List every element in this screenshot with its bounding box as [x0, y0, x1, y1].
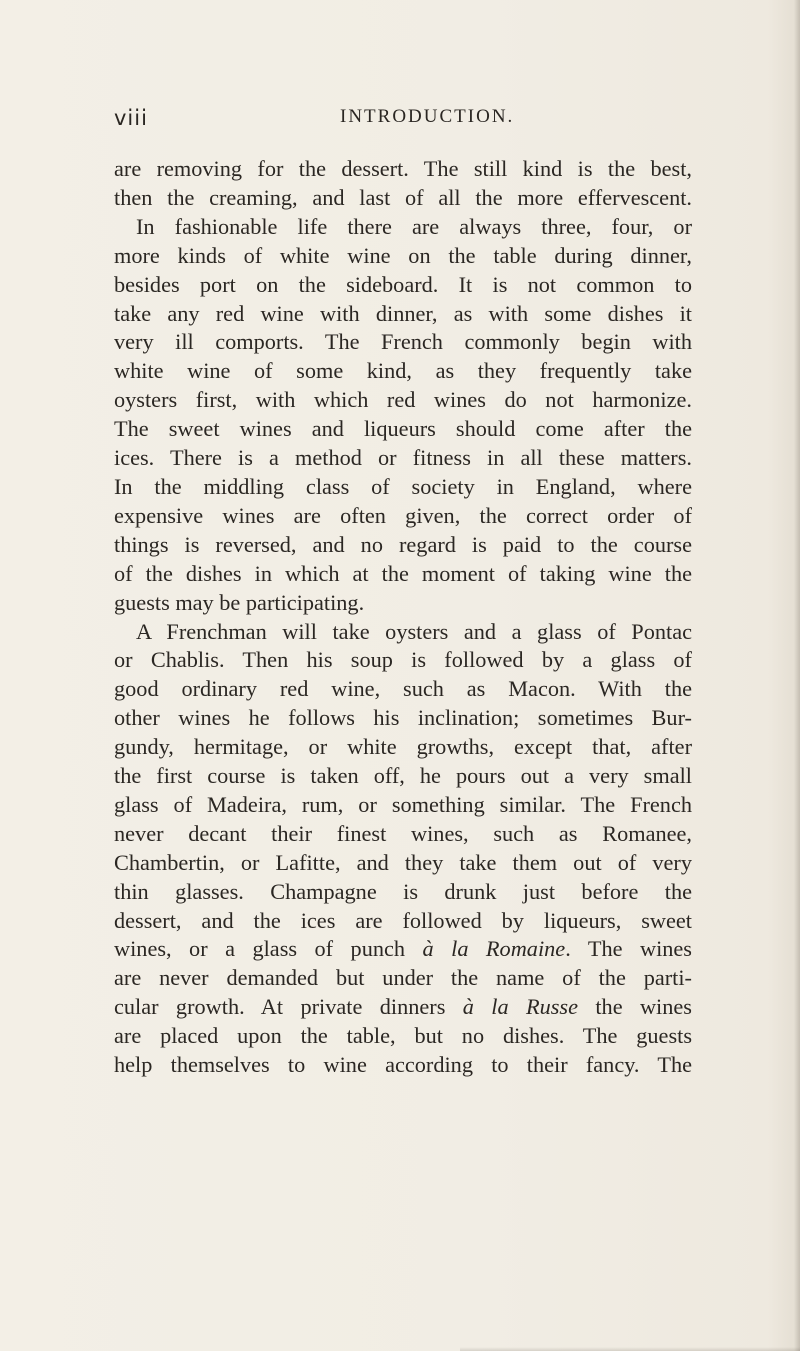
body-text [114, 155, 692, 1080]
text-line: Chambertin, or Lafitte, and they take them out of very [114, 849, 692, 875]
text-line: good ordinary red wine, such as Macon. With the [114, 676, 692, 702]
text-line: ices. There is a method or fitness in all these matters. [114, 445, 692, 471]
text-line: are removing for the dessert. The still kind is the best, [114, 156, 692, 181]
text-line: guests may be participating. [114, 589, 365, 615]
text-line: In the middling class of society in England, where [114, 473, 692, 499]
text-line: the first course is taken off, he pours out a very small [114, 763, 692, 789]
text-line: cular growth. At private dinners à la Russe the wines [114, 994, 692, 1020]
text-line: are placed upon the table, but no dishes. The guests [114, 1023, 692, 1049]
text-line: are never demanded but under the name of the parti- [114, 965, 692, 991]
running-head: INTRODUCTION. [340, 106, 515, 127]
text-line: or Chablis. Then his soup is followed by a glass of [114, 647, 692, 673]
page-header [114, 106, 694, 136]
text-line: glass of Madeira, rum, or something similar. The French [114, 791, 692, 817]
text-line: thin glasses. Champagne is drunk just before the [114, 878, 692, 904]
text-line: help themselves to wine according to their fancy. The [114, 1052, 692, 1078]
text-line: other wines he follows his inclination; sometimes Bur- [114, 705, 692, 731]
text-line: expensive wines are often given, the correct order of [114, 502, 692, 528]
page-edge-shadow [794, 0, 800, 1351]
text-line: A Frenchman will take oysters and a glass of Pontac [136, 618, 692, 644]
text-line: wines, or a glass of punch à la Romaine. The wines [114, 936, 692, 962]
page-bottom-shadow [460, 1347, 800, 1351]
text-line: very ill comports. The French commonly begin with [114, 329, 692, 355]
text-line: In fashionable life there are always three, four, or [136, 213, 692, 239]
text-line: white wine of some kind, as they frequently take [114, 358, 692, 384]
text-line: dessert, and the ices are followed by liqueurs, sweet [114, 907, 692, 933]
text-line: The sweet wines and liqueurs should come after the [114, 416, 692, 442]
text-line: then the creaming, and last of all the more effervescent. [114, 184, 692, 210]
text-line: things is reversed, and no regard is paid to the course [114, 531, 692, 557]
page-number: viii [114, 106, 148, 130]
text-line: never decant their finest wines, such as Romanee, [114, 820, 692, 846]
text-line: oysters first, with which red wines do not harmonize. [114, 387, 692, 413]
text-line: take any red wine with dinner, as with some dishes it [114, 300, 692, 326]
text-line: gundy, hermitage, or white growths, except that, after [114, 734, 692, 760]
text-line: of the dishes in which at the moment of taking wine the [114, 560, 692, 586]
text-line: besides port on the sideboard. It is not common to [114, 271, 692, 297]
text-line: more kinds of white wine on the table during dinner, [114, 242, 692, 268]
